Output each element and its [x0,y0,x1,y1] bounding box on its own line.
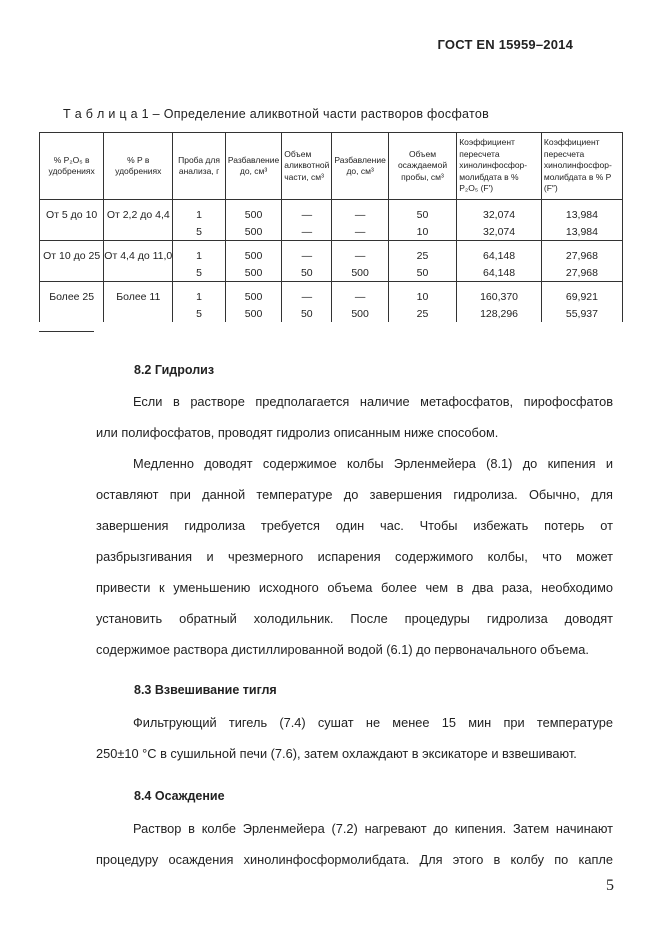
cell: — [332,200,388,224]
col-header-factor-p: Коэффициент пересчета хинолинфосфор-молибдата в % P (F″) [541,133,622,200]
cell-p2o5-range: Более 25 [40,282,104,306]
table-row [40,305,623,322]
cell: 160,370 [457,282,542,306]
cell: 69,921 [541,282,622,306]
col-header-dilution: Разбавление до, см³ [225,133,281,200]
cell: 1 [173,200,226,224]
cell-p2o5-range: От 10 до 25 [40,241,104,265]
table-row [40,264,623,282]
cell: 25 [388,305,456,322]
table-row [40,241,623,265]
cell: 64,148 [457,241,542,265]
cell: 500 [332,264,388,282]
col-header-dilution-2: Разбавление до, см³ [332,133,388,200]
s83-paragraph-1-line-2: 250±10 °С в сушильной печи (7.6), затем охлаждают в эксикаторе и взвешивают. [96,746,577,761]
cell: 500 [225,282,281,306]
s82-paragraph-2-line-2: оставляют при данной температуре до завершения гидролиза. Обычно, для [96,487,613,502]
table-row [40,223,623,241]
cell: 64,148 [457,264,542,282]
col-header-factor-p2o5: Коэффициент пересчета хинолинфосфор-молибдата в % P₂O₅ (F′) [457,133,542,200]
aliquot-table [39,132,623,322]
cell-p2o5-range: От 5 до 10 [40,200,104,224]
cell: 500 [225,200,281,224]
table-row [40,282,623,306]
section-heading-8-2: 8.2 Гидролиз [134,363,215,377]
s82-paragraph-1-line-2: или полифосфатов, проводят гидролиз описанным ниже способом. [96,425,499,440]
cell: 5 [173,305,226,322]
cell: 13,984 [541,223,622,241]
col-header-precip-volume: Объем осаждаемой пробы, см³ [388,133,456,200]
table-bottom-rule [39,331,94,332]
table-caption: Т а б л и ц а 1 – Определение аликвотной части растворов фосфатов [63,107,490,121]
cell: 32,074 [457,223,542,241]
page-number: 5 [606,877,614,894]
cell: — [332,282,388,306]
s82-paragraph-2-line-7: содержимое раствора дистиллированной водой (6.1) до первоначального объема. [96,642,589,657]
cell: — [282,241,332,265]
cell: 5 [173,223,226,241]
cell: 500 [332,305,388,322]
cell: — [332,223,388,241]
s82-paragraph-2-line-5: привести к уменьшению исходного объема более чем в два раза, необходимо [96,580,613,595]
s82-paragraph-2-line-3: завершения гидролиза требуется один час. Чтобы избежать потерь от [96,518,613,533]
cell: 27,968 [541,264,622,282]
cell-p-range: От 4,4 до 11,0 [104,241,173,265]
cell: 27,968 [541,241,622,265]
cell-p-range: От 2,2 до 4,4 [104,200,173,224]
cell: 55,937 [541,305,622,322]
cell: 25 [388,241,456,265]
cell: 50 [282,305,332,322]
table-row [40,200,623,224]
cell: 50 [282,264,332,282]
cell: 500 [225,223,281,241]
col-header-sample: Проба для анализа, г [173,133,226,200]
cell-p-range: Более 11 [104,282,173,306]
s84-paragraph-1-line-2: процедуру осаждения хинолинфосформолибдата. Для этого в колбу по капле [96,852,613,867]
cell: 50 [388,264,456,282]
cell: — [282,200,332,224]
s82-paragraph-1-line-1: Если в растворе предполагается наличие метафосфатов, пирофосфатов [133,394,613,409]
s84-paragraph-1-line-1: Раствор в колбе Эрленмейера (7.2) нагревают до кипения. Затем начинают [133,821,613,836]
document-header: ГОСТ EN 15959–2014 [437,37,573,52]
section-heading-8-4: 8.4 Осаждение [134,789,225,803]
cell: 500 [225,305,281,322]
s83-paragraph-1-line-1: Фильтрующий тигель (7.4) сушат не менее 15 мин при температуре [133,715,613,730]
cell: 10 [388,223,456,241]
s82-paragraph-2-line-4: разбрызгивания и чрезмерного испарения содержимого колбы, что может [96,549,613,564]
cell: 10 [388,282,456,306]
cell: — [282,223,332,241]
cell: 5 [173,264,226,282]
cell: 1 [173,241,226,265]
col-header-p2o5: % P₂O₅ в удобрениях [40,133,104,200]
cell: — [282,282,332,306]
col-header-aliquot: Объем аликвотной части, см³ [282,133,332,200]
cell: 128,296 [457,305,542,322]
s82-paragraph-2-line-6: установить обратный холодильник. После процедуры гидролиза доводят [96,611,613,626]
table-header-row [40,133,623,200]
cell: 50 [388,200,456,224]
cell: 500 [225,241,281,265]
cell: 32,074 [457,200,542,224]
cell: — [332,241,388,265]
cell: 13,984 [541,200,622,224]
section-heading-8-3: 8.3 Взвешивание тигля [134,683,277,697]
col-header-p: % P в удобрениях [104,133,173,200]
cell: 1 [173,282,226,306]
s82-paragraph-2-line-1: Медленно доводят содержимое колбы Эрленмейера (8.1) до кипения и [133,456,613,471]
cell: 500 [225,264,281,282]
